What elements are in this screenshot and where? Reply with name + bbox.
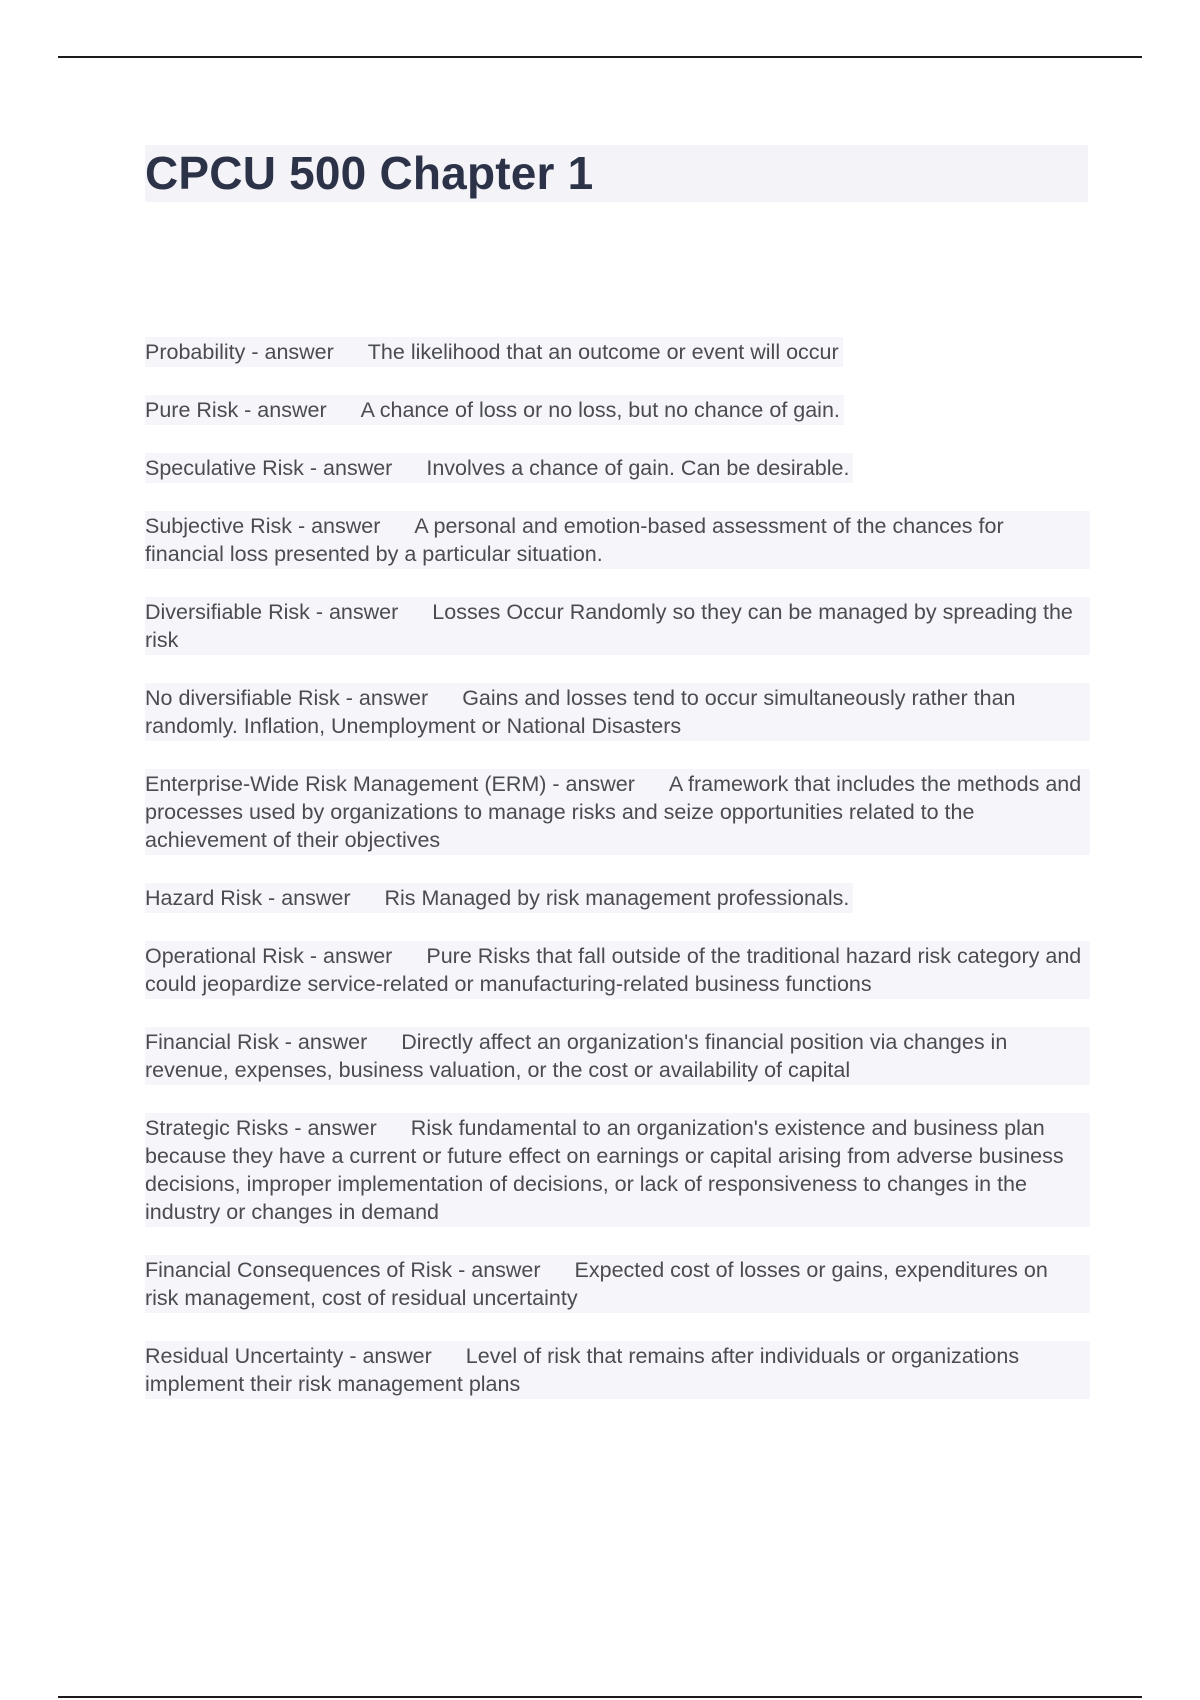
qa-term: Financial Risk - answer	[145, 1030, 368, 1054]
qa-term: Pure Risk - answer	[145, 398, 327, 422]
qa-term: Probability - answer	[145, 340, 334, 364]
qa-item	[145, 511, 1090, 569]
qa-definition: Level of risk that remains after individuals or organizations implement their risk management plans	[145, 1344, 1020, 1396]
qa-item	[145, 1027, 1090, 1085]
qa-definition: A framework that includes the methods and processes used by organizations to manage risks and seize opportunities related to the achievement of their objectives	[145, 772, 1082, 852]
qa-item	[145, 769, 1090, 855]
qa-item	[145, 597, 1090, 655]
qa-item	[145, 453, 853, 483]
qa-item	[145, 941, 1090, 999]
qa-term: Hazard Risk - answer	[145, 886, 351, 910]
qa-definition: Gains and losses tend to occur simultaneously rather than randomly. Inflation, Unemployment or National Disasters	[145, 686, 1016, 738]
qa-term: Financial Consequences of Risk - answer	[145, 1258, 541, 1282]
qa-item	[145, 395, 844, 425]
qa-item	[145, 1113, 1090, 1227]
qa-definition: Expected cost of losses or gains, expenditures on risk management, cost of residual uncertainty	[145, 1258, 1048, 1310]
qa-definition: Risk fundamental to an organization's existence and business plan because they have a current or future effect on earnings or capital arising from adverse business decisions, improper implementation of decisions, or lack of responsiveness to changes in the industry or changes in demand	[145, 1116, 1064, 1224]
qa-definition: Directly affect an organization's financial position via changes in revenue, expenses, business valuation, or the cost or availability of capital	[145, 1030, 1008, 1082]
qa-term: Operational Risk - answer	[145, 944, 393, 968]
page-title: CPCU 500 Chapter 1	[145, 147, 594, 199]
qa-term: Speculative Risk - answer	[145, 456, 393, 480]
qa-term: Subjective Risk - answer	[145, 514, 381, 538]
qa-list	[145, 337, 1090, 1427]
qa-definition: Losses Occur Randomly so they can be managed by spreading the risk	[145, 600, 1073, 652]
qa-item	[145, 883, 853, 913]
qa-item	[145, 1255, 1090, 1313]
qa-term: Strategic Risks - answer	[145, 1116, 377, 1140]
qa-item	[145, 1341, 1090, 1399]
qa-definition: The likelihood that an outcome or event will occur	[367, 340, 839, 364]
qa-item	[145, 337, 843, 367]
qa-term: No diversifiable Risk - answer	[145, 686, 429, 710]
qa-term: Residual Uncertainty - answer	[145, 1344, 432, 1368]
qa-item	[145, 683, 1090, 741]
qa-definition: A chance of loss or no loss, but no chance of gain.	[360, 398, 840, 422]
bottom-rule	[58, 1696, 1142, 1698]
qa-term: Enterprise-Wide Risk Management (ERM) - answer	[145, 772, 635, 796]
qa-term: Diversifiable Risk - answer	[145, 600, 399, 624]
top-rule	[58, 56, 1142, 58]
qa-definition: Pure Risks that fall outside of the traditional hazard risk category and could jeopardize service-related or manufacturing-related business functions	[145, 944, 1082, 996]
qa-definition: Involves a chance of gain. Can be desirable.	[426, 456, 850, 480]
qa-definition: A personal and emotion-based assessment of the chances for financial loss presented by a particular situation.	[145, 514, 1004, 566]
qa-definition: Ris Managed by risk management professionals.	[384, 886, 850, 910]
